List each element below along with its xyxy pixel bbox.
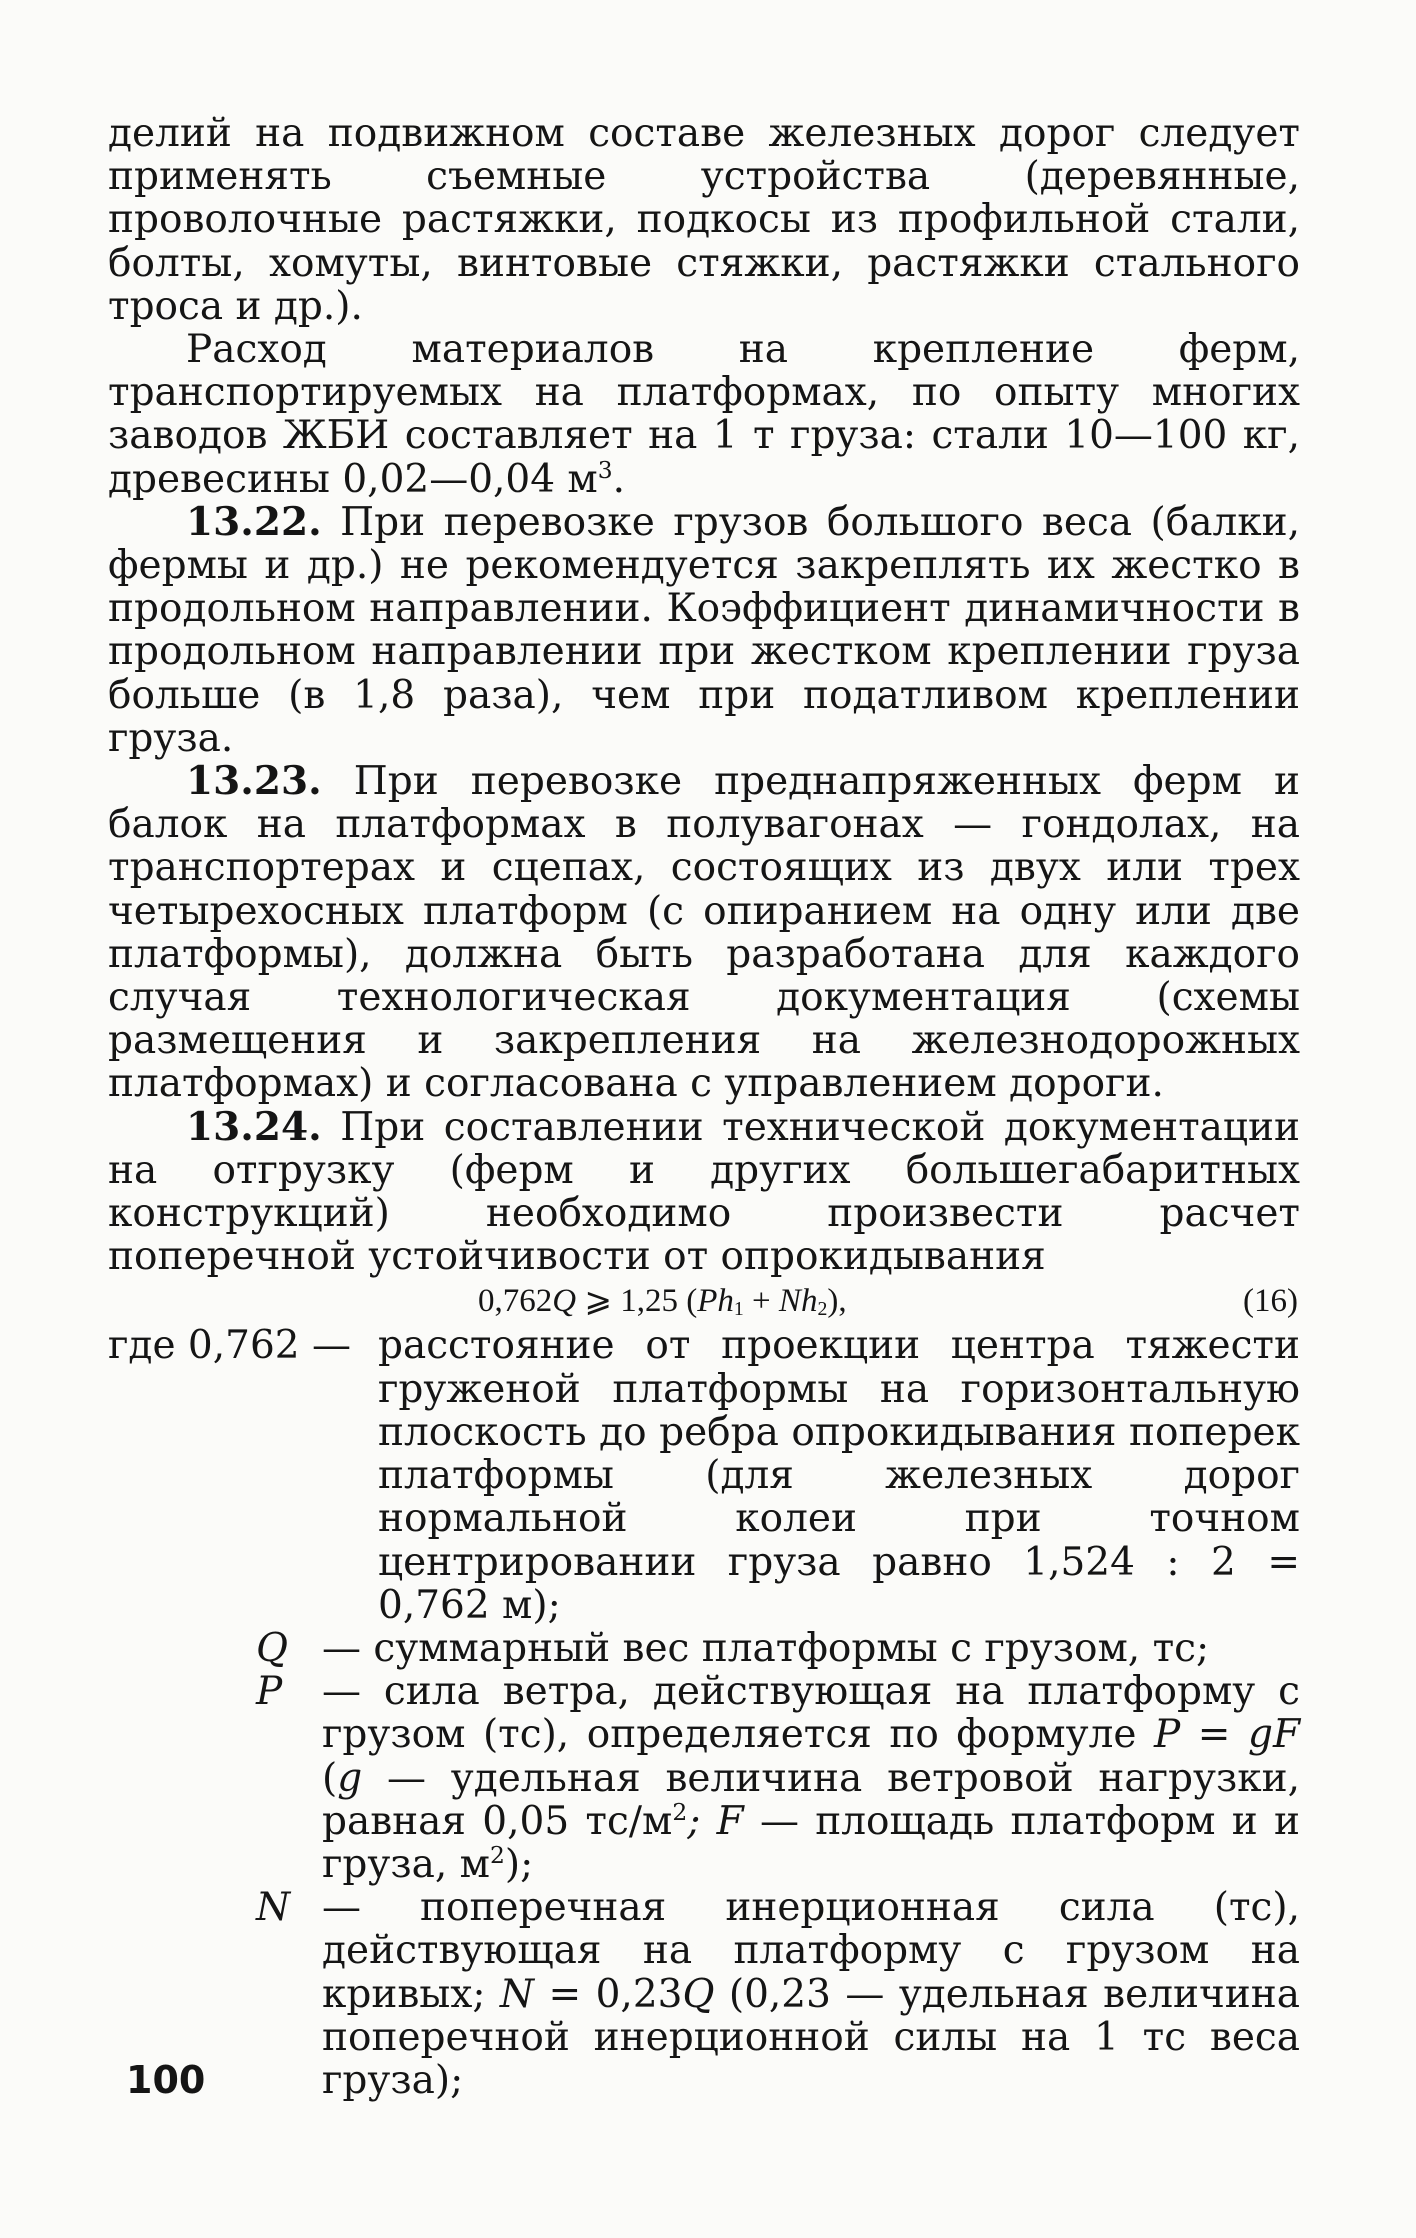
page-body — [108, 112, 1300, 2102]
section-number-13-22: 13.22. — [186, 498, 322, 545]
formula-number: (16) — [1243, 1283, 1298, 1320]
symbol-Q: Q — [256, 1625, 288, 1671]
section-text-13-22: При перевозке грузов большого веса (балки, фермы и др.) не рекомендуется закреплять их жестко в продольном направлении. Коэффициент динамичности в продольном направлении при жестком креплении груза больше (в 1,8 раза), чем при податливом креплении груза. — [108, 499, 1300, 761]
paragraph-continuation: делий на подвижном составе железных дорог следует применять съемные устройства (деревянные, проволочные растяжки, подкосы из профильной стали, болты, хомуты, винтовые стяжки, растяжки стального троса и др.). — [108, 111, 1300, 329]
where-text: расстояние от проекции центра тяжести груженой платформы на горизонтальную плоскость до ребра опрокидывания поперек платформы (для железных дорог нормальной колеи при точном центрировании груза равно 1,524 : 2 = 0,762 м); — [378, 1323, 1300, 1628]
definition-Q — [256, 1627, 1300, 1670]
section-13-24 — [108, 1103, 1300, 1280]
where-label: где 0,762 — — [108, 1323, 351, 1369]
definitions-list — [256, 1627, 1300, 2102]
section-13-22 — [108, 498, 1300, 761]
formula-h2: h — [800, 1283, 818, 1320]
section-number-13-24: 13.24. — [186, 1103, 322, 1150]
paragraph-materials — [108, 328, 1300, 501]
definition-N-text: — поперечная инерционная сила (тс), действующая на платформу с грузом на кривых; N = 0,23Q (0,23 — удельная величина поперечной инерционной силы на 1 тс веса груза); — [322, 1885, 1300, 2103]
formula-16 — [108, 1278, 1300, 1324]
cubic-superscript: 3 — [597, 455, 613, 484]
page-number: 100 — [126, 2058, 206, 2102]
section-13-23 — [108, 760, 1300, 1106]
definition-N — [256, 1886, 1300, 2102]
section-text-13-23: При перевозке преднапряженных ферм и балок на платформах в полувагонах — гондолах, на транспортерах и сцепах, состоящих из двух или трех четырехосных платформ (с опиранием на одну или две платформы), должна быть разработана для каждого случая технологическая документация (схемы размещения и закрепления на железнодорожных платформах) и согласована с управлением дороги. — [108, 759, 1300, 1107]
definition-P — [256, 1670, 1300, 1886]
materials-text: Расход материалов на крепление ферм, транспортируемых на платформах, по опыту многих заводов ЖБИ составляет на 1 т груза: стали 10—100 кг, древесины 0,02—0,04 м — [108, 327, 1300, 502]
section-number-13-23: 13.23. — [186, 758, 322, 805]
definition-Q-text: — суммарный вес платформы с грузом, тс; — [322, 1625, 1210, 1671]
definition-P-text: — сила ветра, действующая на платформу с грузом (тс), определяется по формуле P = gF (g — удельная величина ветровой нагрузки, равная 0,05 $тс/м^2$; F — площадь платформ и и груза, $м^2$); — [322, 1669, 1300, 1887]
symbol-N: N — [256, 1885, 291, 1931]
materials-end: . — [612, 456, 626, 502]
where-clause — [108, 1324, 1300, 1626]
symbol-P: P — [256, 1669, 283, 1715]
formula-expression: 0,762Q ⩾ 1,25 $(Ph_1 + Nh_2)$, — [478, 1283, 847, 1321]
section-text-13-24: При составлении технической документации на отгрузку (ферм и других большегабаритных конструкций) необходимо произвести расчет поперечной устойчивости от опрокидывания — [108, 1104, 1300, 1280]
